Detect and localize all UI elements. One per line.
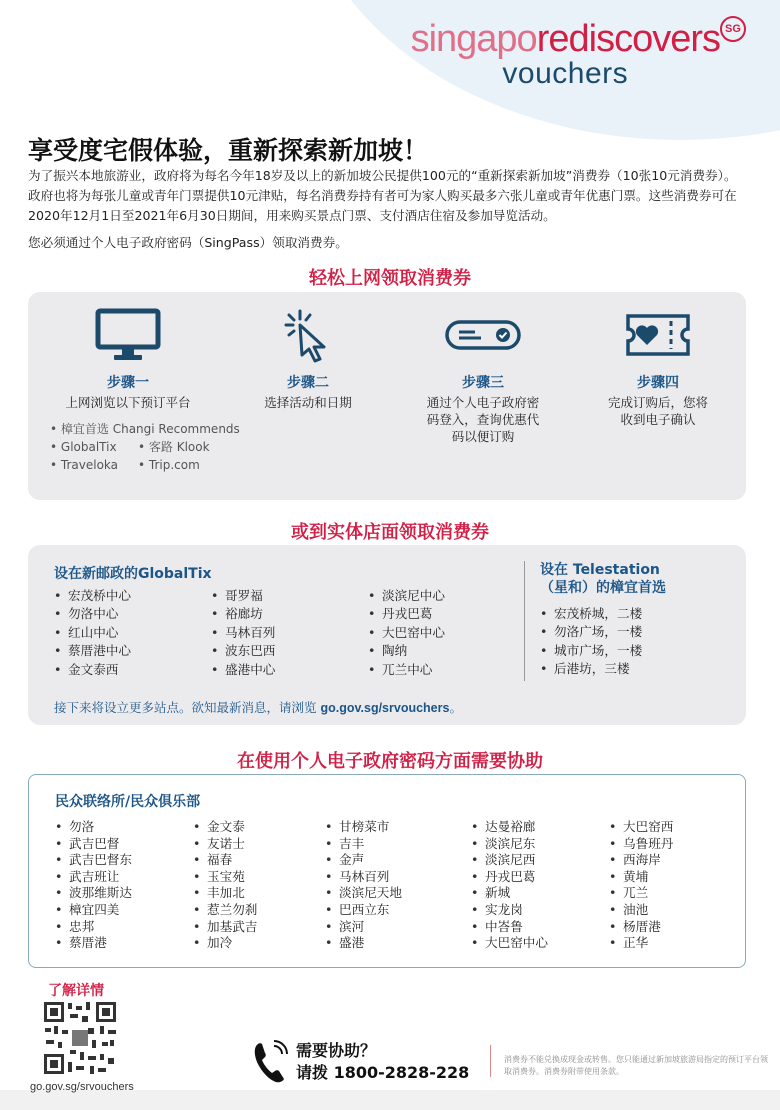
step-4-title: 步骤四 [637,375,679,391]
list-item: • 丹戎巴葛 [368,605,445,623]
sg-badge-icon: SG [720,16,746,42]
qr-url[interactable]: go.gov.sg/srvouchers [30,1081,134,1093]
list-item: • 丰加北 [193,885,257,902]
list-item: • 淡滨尼中心 [368,587,445,605]
list-item: • 宏茂桥中心 [54,587,131,605]
list-item: • 武吉巴督 [55,836,132,853]
step-3 [403,306,563,445]
list-item: • 惹兰勿刹 [193,902,257,919]
list-item: • 杨厝港 [609,919,673,936]
list-item: • 盛港中心 [211,661,275,679]
step-2-title: 步骤二 [287,375,329,391]
step-3-title: 步骤三 [462,375,504,391]
step-3-desc: 通过个人电子政府密码登入，查询优惠代码以便订购 [426,395,540,444]
cc-list-col-2 [193,819,257,952]
list-item: • 滨河 [325,919,402,936]
list-item: • 油池 [609,902,673,919]
cc-list-col-4 [471,819,548,952]
list-item: • 勿洛广场，一楼 [540,623,642,641]
monitor-icon [48,306,208,364]
list-item: • 蔡厝港中心 [54,642,131,660]
step-2-desc: 选择活动和日期 [264,395,352,410]
helpline-text: 需要协助？ 请拨 1800-2828-228 [296,1041,470,1082]
singpass-note: 您必须通过个人电子政府密码（SingPass）领取消费券。 [28,235,348,250]
list-item: • 加冷 [193,935,257,952]
globaltix-list-col-2 [211,587,275,679]
list-item: • 波那维斯达 [55,885,132,902]
list-item: • 福春 [193,852,257,869]
list-item: • 中峇鲁 [471,919,548,936]
logo-text-rediscovers: rediscovers [536,18,720,60]
telestation-list [540,605,642,679]
platform-list [50,420,240,474]
list-item: • 哥罗福 [211,587,275,605]
list-item: • 金文泰 [193,819,257,836]
learn-more-label: 了解详情 [48,983,104,999]
footer-strip [0,1090,780,1110]
disclaimer: 消费券不能兑换成现金或转售。您只能通过新加坡旅游局指定的预订平台领取消费券。消费券附带使用条款。 [504,1055,768,1076]
logo-text-vouchers: vouchers [502,57,629,90]
list-item: • 红山中心 [54,624,131,642]
list-item: • 兀兰中心 [368,661,445,679]
step-1-desc: 上网浏览以下预订平台 [65,395,191,410]
list-item: • 加基武吉 [193,919,257,936]
list-item: • 新城 [471,885,548,902]
list-item: • 金文泰西 [54,661,131,679]
platform-item: • 客路 Klook [138,440,210,454]
stores-section-heading: 或到实体店面领取消费券 [291,522,489,543]
platform-item: • Trip.com [138,458,200,472]
list-item: • 武吉班让 [55,869,132,886]
step-2 [228,306,388,411]
stores-panel [28,545,746,725]
list-item: • 马林百列 [325,869,402,886]
list-item: • 友诺士 [193,836,257,853]
list-item: • 实龙岗 [471,902,548,919]
list-item: • 勿洛中心 [54,605,131,623]
srvouchers-link[interactable]: go.gov.sg/srvouchers [320,701,450,715]
list-item: • 玉宝苑 [193,869,257,886]
list-item: • 后港坊，三楼 [540,660,642,678]
ticket-heart-icon [578,306,738,364]
list-item: • 巴西立东 [325,902,402,919]
community-centres-box [28,774,746,968]
cc-list-col-3 [325,819,402,952]
cursor-click-icon [228,306,388,364]
column-divider [524,561,525,681]
list-item: • 马林百列 [211,624,275,642]
online-steps-panel [28,292,746,500]
list-item: • 勿洛 [55,819,132,836]
login-check-icon [403,306,563,364]
singapore-rediscovers-logo [410,18,741,90]
globaltix-list-col-1 [54,587,131,679]
list-item: • 武吉巴督东 [55,852,132,869]
list-item: • 黄埔 [609,869,673,886]
cc-list-col-5 [609,819,673,952]
list-item: • 西海岸 [609,852,673,869]
list-item: • 大巴窑中心 [471,935,548,952]
list-item: • 正华 [609,935,673,952]
list-item: • 城市广场，一楼 [540,642,642,660]
list-item: • 忠邦 [55,919,132,936]
step-1-title: 步骤一 [107,375,149,391]
list-item: • 樟宜四美 [55,902,132,919]
list-item: • 波东巴西 [211,642,275,660]
logo-text-singapo: singapo [410,18,537,60]
list-item: • 吉丰 [325,836,402,853]
list-item: • 淡滨尼东 [471,836,548,853]
platform-item: • Traveloka [50,458,119,472]
step-4 [578,306,738,428]
qr-code-icon[interactable] [42,1000,118,1076]
stores-note: 接下来将设立更多站点。欲知最新消息，请浏览 go.gov.sg/srvouchers。 [54,700,462,715]
globaltix-list-col-3 [368,587,445,679]
list-item: • 金声 [325,852,402,869]
list-item: • 盛港 [325,935,402,952]
globaltix-heading: 设在新邮政的GlobalTix [54,566,212,582]
telestation-heading: 设在 Telestation （星和）的樟宜首选 [540,562,666,596]
platform-item: • 樟宜首选 Changi Recommends [50,422,240,436]
list-item: • 大巴窑中心 [368,624,445,642]
list-item: • 陶纳 [368,642,445,660]
list-item: • 裕廊坊 [211,605,275,623]
list-item: • 达曼裕廊 [471,819,548,836]
platform-item: • GlobalTix [50,440,117,454]
step-1 [48,306,208,411]
list-item: • 兀兰 [609,885,673,902]
list-item: • 大巴窑西 [609,819,673,836]
list-item: • 丹戎巴葛 [471,869,548,886]
list-item: • 乌鲁班丹 [609,836,673,853]
helpline-phone[interactable]: 请拨 1800-2828-228 [296,1063,470,1082]
community-centres-heading: 民众联络所/民众俱乐部 [55,794,201,810]
online-section-heading: 轻松上网领取消费券 [309,268,471,289]
list-item: • 淡滨尼天地 [325,885,402,902]
list-item: • 蔡厝港 [55,935,132,952]
singpass-help-heading: 在使用个人电子政府密码方面需要协助 [237,751,543,772]
step-4-desc: 完成订购后，您将收到电子确认 [607,395,708,427]
disclaimer-divider [490,1045,491,1077]
phone-icon [252,1040,292,1084]
list-item: • 甘榜菜市 [325,819,402,836]
cc-list-col-1 [55,819,132,952]
list-item: • 宏茂桥城，二楼 [540,605,642,623]
intro-paragraph: 为了振兴本地旅游业，政府将为每名今年18岁及以上的新加坡公民提供100元的“重新探索新加坡”消费券（10张10元消费券）。政府也将为每张儿童或青年门票提供10元津贴，每名消费券持有者可为家人购买最多六张儿童或青年优惠门票。这些消费券可在2020年12月1日至2021年6月30日期间，用来购买景点门票、支付酒店住宿及参加导览活动。 [28,168,737,223]
list-item: • 淡滨尼西 [471,852,548,869]
page-title: 享受度宅假体验，重新探索新加坡！ [28,136,429,165]
